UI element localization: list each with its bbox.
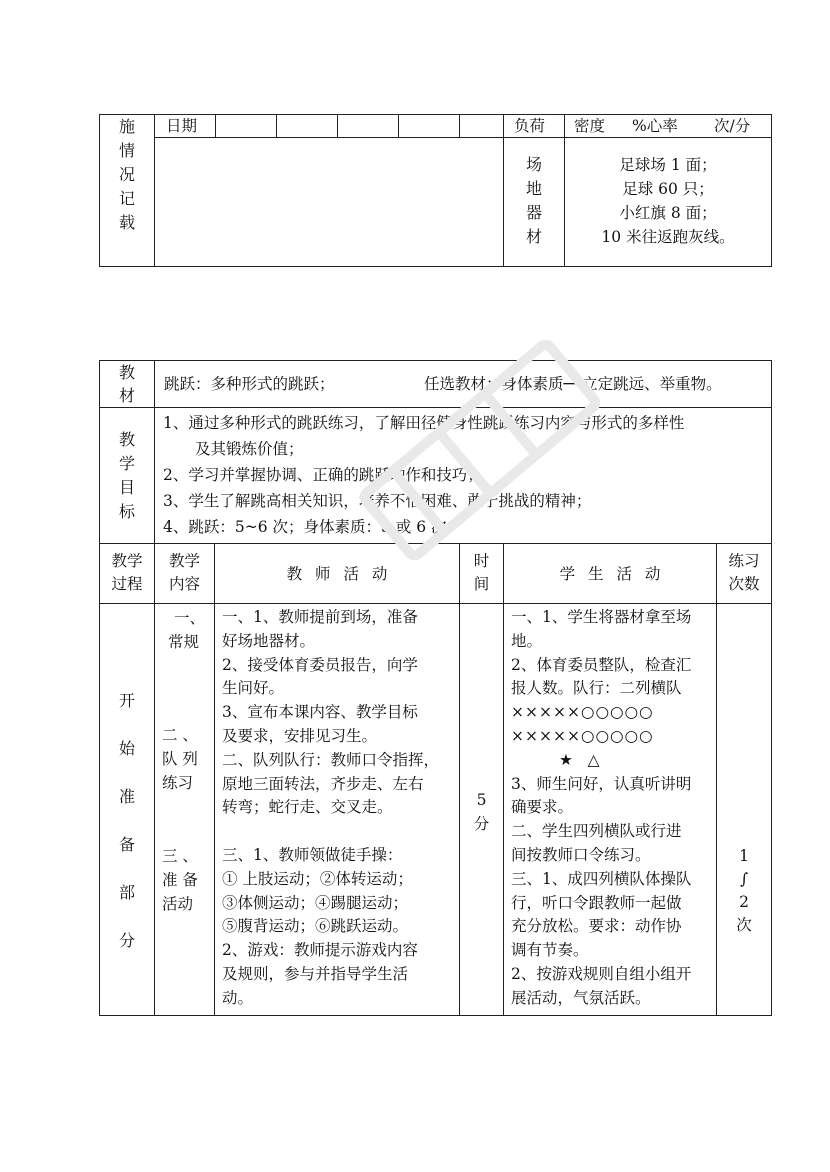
goal-item: 及其锻炼价值； (195, 440, 304, 458)
goal-item: 4、跳跃：5~6 次；身体素质：5 或 6 次。 (163, 518, 463, 536)
content-item: 一、 常规 (168, 609, 206, 651)
goals-label: 教 学 目 标 (118, 430, 135, 521)
equipment-item: 小红旗 8 面； (619, 204, 717, 222)
material-optional: 任选教材：身体素质──立定跳远、举重物。 (424, 375, 722, 393)
equipment-item: 足球场 1 面； (619, 156, 717, 174)
goal-item: 2、学习并掌握协调、正确的跳跃动作和技巧； (163, 466, 483, 484)
header-reps: 练习 次数 (728, 552, 760, 593)
density-label: 密度 (574, 117, 606, 135)
watermark-graphic (320, 300, 640, 600)
header-time: 时 间 (473, 552, 490, 593)
equipment-list (565, 153, 771, 249)
venue-label: 场 地 器 材 (525, 155, 542, 246)
time-value: 5 分 (473, 791, 490, 833)
material-label: 教 材 (118, 363, 135, 405)
reps-value: 1 ∫ 2 次 (736, 847, 752, 934)
load-label: 负荷 (514, 117, 546, 135)
equipment-item: 10 米往返跑灰线。 (601, 228, 735, 246)
header-process: 教学 过程 (111, 552, 143, 593)
material-main: 跳跃：多种形式的跳跃； (164, 375, 335, 393)
student-activities: 一、1、学生将器材拿至场 地。 2、体育委员整队，检查汇 报人数。队行：二列横队 ×××××○○○○○ ×××××○○○○○ ★ △ 3、师生问好，认真听讲明 确要求。 二、学生四列横队或行进 间按教师口令练习。 三、1、成四列横队体操队 行，听口令跟教师一起做 充分放松。要求：动作协 调有节奏。 2、按游戏规则自组小组开 展活动，气氛活跃。 (511, 608, 692, 1007)
content-item: 二 、 队 列 练习 (162, 726, 198, 792)
header-student: 学 生 活 动 (559, 565, 661, 583)
equipment-item: 足球 60 只； (622, 180, 714, 198)
goal-item: 3、学生了解跳高相关知识，培养不怕困难、敢于挑战的精神； (163, 492, 592, 510)
teacher-activities: 一、1、教师提前到场，准备 好场地器材。 2、接受体育委员报告，向学 生问好。 3、宣布本课内容、教学目标 及要求，安排见习生。 二、队列队行：教师口令指挥， 原地三面转法，齐步走、左右 转弯；蛇行走、交叉走。 三、1、教师领做徒手操： ① 上肢运动；②体转运动； ③体侧运动；④踢腿运动； ⑤腹背运动；⑥跳跃运动。 2、游戏：教师提示游戏内容 及规则，参与并指导学生活 动。 (222, 608, 440, 1007)
process-label: 开 始 准 备 部 分 (118, 691, 135, 950)
heart-rate-label: %心率 (632, 117, 678, 135)
goal-item: 1、通过多种形式的跳跃练习，了解田径健身性跳跃练习内容与形式的多样性 (163, 414, 685, 432)
header-teacher: 教 师 活 动 (286, 565, 388, 583)
record-side-label: 施 情 况 记 载 (118, 117, 135, 232)
per-min-label: 次/分 (714, 117, 751, 135)
header-content: 教学 内容 (168, 552, 200, 593)
content-item: 三 、 准 备 活动 (162, 847, 198, 913)
date-label: 日期 (166, 117, 198, 135)
